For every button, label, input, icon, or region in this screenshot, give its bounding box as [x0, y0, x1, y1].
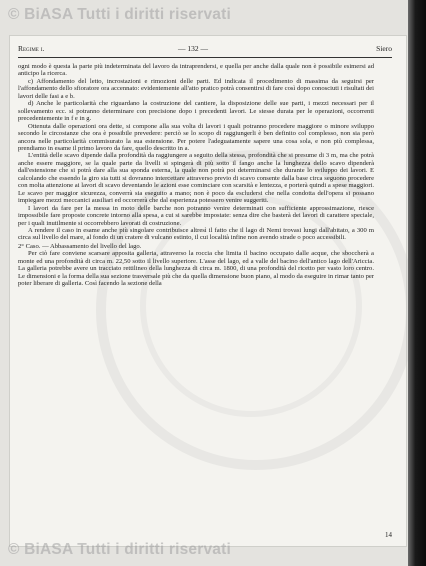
paragraph: I lavori da fare per la messa in moto delle barche non potranno venire determinati con sufficiente approssimazione, riesce impossibile fare proposte concrete intorno alla spesa, a cui si sarebbe impostate: senza dire che basterà dei lavori di carattere speciale, per i quali inutilmente si occorrebbero lavorati di costruzione. — [18, 204, 374, 227]
paragraph: Ottenuta dalle operazioni ora dette, si compone alla sua volta di lavori i quali potranno procedere maggiore o minore sviluppo secondo le circostanze che ora è possibile prevedere: perciò se lo scopo di raggiungerli è ben definito col complesso, non sia però ancora nelle particolarità commisurato la sua estensione. Per potere l'adeguatamente sapere una cosa sola, e non più complessa, prendiamo in esame il primo lavoro da fare, quello descritto in a. — [18, 122, 374, 152]
paragraph: ogni modo è questa la parte più indeterminata del lavoro da intraprendersi, e quella per anche dalla quale non è possibile esimersi ad anticipo la ricerca. — [18, 63, 374, 78]
book-binding-edge — [408, 0, 426, 566]
running-head-right: Siero — [376, 44, 392, 53]
copyright-watermark-bottom: © BiASA Tutti i diritti riservati — [8, 541, 231, 558]
page-number-top: — 132 — — [178, 44, 208, 53]
body-text — [18, 63, 374, 288]
header-rule — [18, 57, 392, 58]
paragraph: c) Affondamento del letto, incrostazioni e rimozioni delle parti. Ed indicata il procedimento di massima da seguirsi per l'affondamento dello sfioratore ora accennato: evidentemente all'atto pratico potrà consentirsi di fare così dopo conosciuti i risultati dei lavori delle fasi a e b. — [18, 77, 374, 100]
copyright-watermark-top: © BiASA Tutti i diritti riservati — [8, 6, 231, 23]
section-caption: 2° Caso. — Abbassamento del livello del lago. — [18, 242, 142, 250]
paragraph: A rendere il caso in esame anche più singolare contribuisce altresì il fatto che il lago di Nemi trovasi lungi dall'abitato, a 300 m circa sul livello del mare, al fondo di un cratere di vulcano estinto, il cui località infine non avendo strade o poco accessibili. — [18, 226, 374, 242]
running-head-left: Regime i. — [18, 44, 45, 53]
running-head — [18, 44, 392, 58]
paragraph: Per ciò fare conviene scarsare apposita galleria, attraverso la roccia che limita il bacino occupato dalle acque, che sboccherà a monte ed una profondità di circa m. 22,50 sotto il livello superiore. L'asse del lago, ed a valle del bacino dell'antico lago dell'Ariccia. La galleria potrebbe avere un tracciato rettilineo della lunghezza di circa m. 1800, di una profondità del ricetto per vasto loro centro. Le dimensioni e la forma della sua sezione trasversale più che da quella dimensione buon piano, al modo da eseguire in rimar tanto per poter liberare di galleria. Così facendo la sezione della — [18, 250, 374, 288]
paragraph: d) Anche le particolarità che riguardano la costruzione del cantiere, la disposizione delle sue parti, i mezzi necessari per il sollevamento ecc. si potranno determinare con precisione dopo i precedenti lavori. Le stesse durata per le operazioni, occorrenti precedentemente in f e in g. — [18, 100, 374, 123]
paragraph: L'entità delle scavo dipende dalla profondità da raggiungere a seguito della stessa, profondità che si presume di 3 m, ma che potrà anche essere maggiore, se la quale parte da livelli si spingerà di più sotto il fango anche la lunghezza dello scavo dipenderà dall'estensione che si potrà dare alla sua sponda esterna, la quale non potrà poi determinarsi che durante lo sviluppo dei lavori. E calcolando che essendo la giro sia tutti si dovranno intercettare attraverso previo di scavo consente dalla base circa seguono procedere con molta attenzione ai lavori di scavo deventando le azioni esse cominciare con scarsità e lentezza, e porterà quindi a spese maggiori. Le scavo per maggior sicurezza, converrà sia eseguito a mano; non è poco da escludersi che nella condotta dell'opera si possano impiegare mezzi meccanici ausiliari ed occorrerà che dal esperienza potessero venire suggeriti. — [18, 152, 374, 205]
signature-mark: 14 — [385, 531, 392, 539]
